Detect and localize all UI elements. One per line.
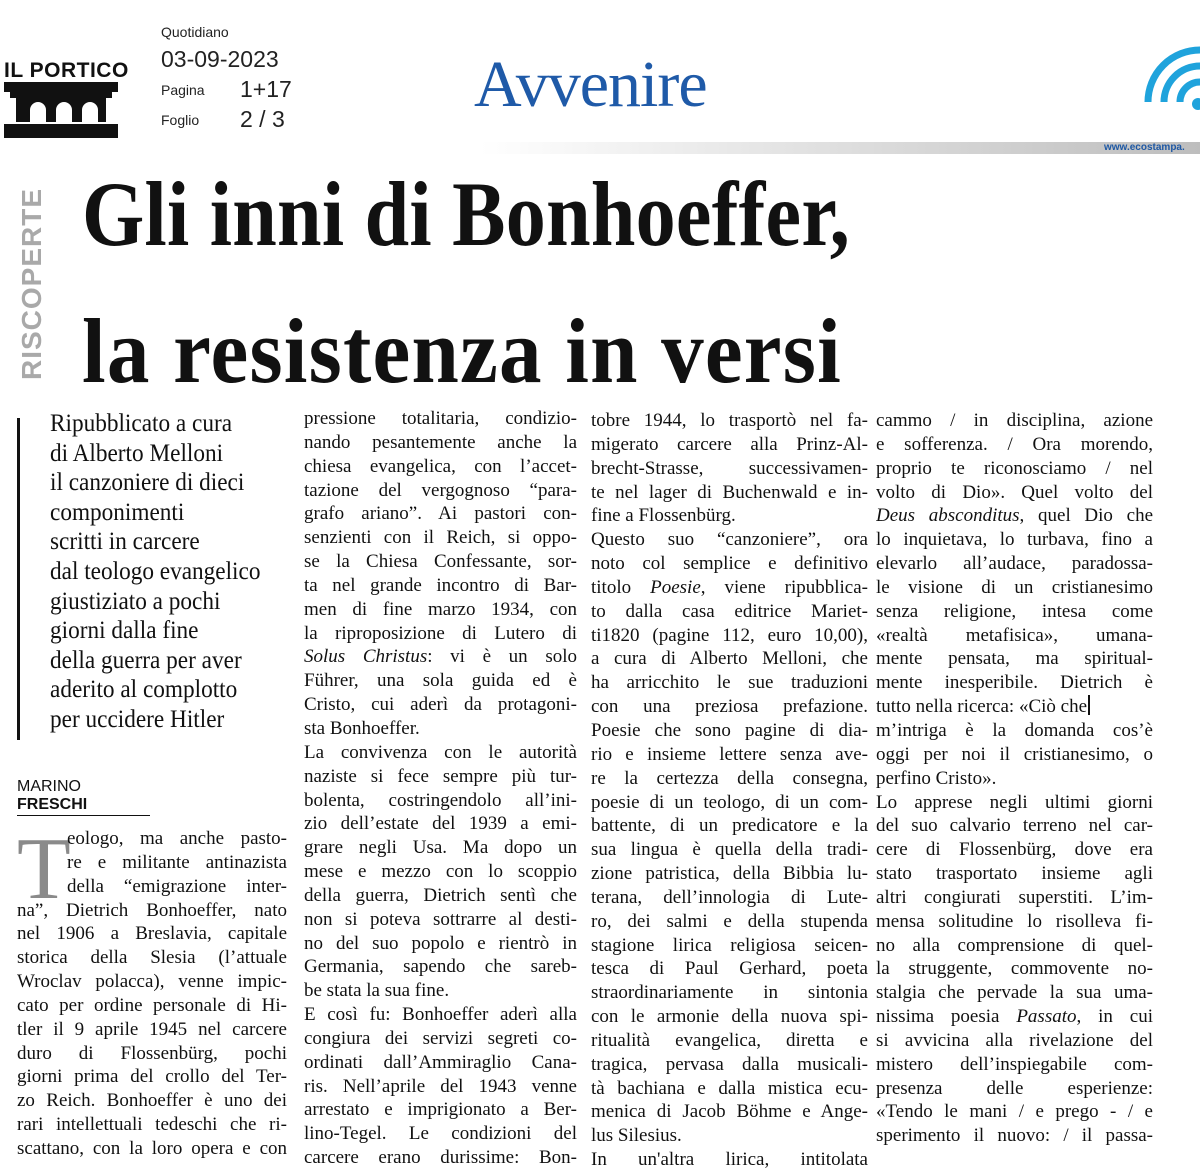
article-line: terana, dell’innologia di Lute-: [591, 886, 868, 908]
article-line: della guerra, Dietrich sentì che: [304, 884, 577, 906]
article-line: ti1820 (pagine 112, euro 10,00),: [591, 624, 868, 646]
standfirst-line: dal teologo evangelico: [50, 557, 261, 585]
article-line: nel 1906 a Breslavia, capitale: [17, 923, 287, 945]
article-line: chiesa evangelica, con l’accet-: [304, 455, 577, 477]
article-line: menica di Jacob Böhme e Ange-: [591, 1101, 868, 1123]
agency-banner: [0, 142, 1200, 154]
standfirst-line: il canzoniere di dieci: [50, 469, 245, 497]
publication-type: Quotidiano: [161, 24, 229, 40]
standfirst-line: componimenti: [50, 498, 185, 526]
article-line: rio e insieme lettere senza ave-: [591, 743, 868, 765]
page-label: Pagina: [161, 82, 205, 98]
article-line: zione patristica, della Bibbia lu-: [591, 863, 868, 885]
article-line: e sofferenza. / Ora morendo,: [876, 433, 1153, 455]
article-line: carcere erano durissime: Bon-: [304, 1147, 577, 1169]
sheet-label: Foglio: [161, 112, 200, 128]
article-line: noto col semplice e definitivo: [591, 553, 868, 575]
article-line: presenza delle esperienze:: [876, 1077, 1153, 1099]
article-line: fine a Flossenbürg.: [591, 505, 736, 527]
standfirst-line: giorni dalla fine: [50, 617, 199, 645]
article-line: nissima poesia Passato, in cui: [876, 1006, 1153, 1028]
article-line: E così fu: Bonhoeffer aderì alla: [304, 1004, 577, 1026]
article-line: bolenta, costringendolo all’ini-: [304, 789, 577, 811]
headline-line-1: Gli inni di Bonhoeffer,: [82, 163, 851, 265]
article-line: Germania, sapendo che sareb-: [304, 956, 577, 978]
article-line: Cristo, cui aderì da protagoni-: [304, 694, 577, 716]
standfirst-line: Ripubblicato a cura: [50, 410, 233, 437]
article-line: sta Bonhoeffer.: [304, 717, 420, 739]
headline-line-2: la resistenza in versi: [82, 300, 842, 402]
article-column-2: [304, 407, 577, 1170]
article-line: storica della Slesia (l’attuale: [17, 947, 287, 969]
article-line: duro di Flossenbürg, pochi: [17, 1042, 287, 1064]
article-line: mente inesperibile. Dietrich è: [876, 672, 1153, 694]
section-label-text: RISCOPERTE: [16, 187, 47, 381]
article-line: sua lingua è quella della tradi-: [591, 839, 868, 861]
article-line: Solus Christus: vi è un solo: [304, 646, 577, 668]
standfirst-rule: [17, 418, 20, 740]
article-line: oggi per noi il cristianesimo, o: [876, 743, 1153, 765]
article-line: straordinariamente in sintonia: [591, 982, 868, 1004]
sheet-number: 2 / 3: [240, 106, 285, 132]
article-line: be stata la sua fine.: [304, 980, 450, 1002]
article-line: grare negli Usa. Ma dopo un: [304, 837, 577, 859]
article-line: titolo Poesie, viene ripubblica-: [591, 576, 868, 598]
article-line: volto di Dio». Quel volto del: [876, 481, 1153, 503]
article-line: la struggente, commovente no-: [876, 958, 1153, 980]
article-line: no del suo popolo e rientrò in: [304, 932, 577, 954]
article-line: naziste si fece sempre più tur-: [304, 765, 577, 787]
article-line: re e militante antinazista: [67, 851, 287, 873]
standfirst-line: scritti in carcere: [50, 528, 200, 556]
article-line: ritualità evangelica, diretta e: [591, 1029, 868, 1051]
article-line: le visione di un cristianesimo: [876, 576, 1153, 598]
article-line: na”, Dietrich Bonhoeffer, nato: [17, 899, 287, 921]
article-line: tutto nella ricerca: «Ciò che: [876, 695, 1153, 719]
text-cursor: [1088, 695, 1090, 715]
article-line: poesie di un teologo, di un com-: [591, 791, 868, 813]
page-number: 1+17: [240, 76, 292, 102]
article-line: con una preziosa prefazione.: [591, 696, 868, 718]
article-line: si avvicina alla rivelazione del: [876, 1029, 1153, 1051]
byline: [17, 778, 150, 816]
wifi-signal-icon: [1138, 42, 1200, 132]
article-line: perfino Cristo».: [876, 767, 997, 789]
agency-url: www.ecostampa.: [1104, 142, 1185, 153]
brand-name: IL PORTICO: [4, 59, 129, 82]
article-line: «realtà metafisica», umana-: [876, 624, 1153, 646]
article-line: Wroclav polacca), venne impic-: [17, 971, 287, 993]
article-line: ro, dei salmi e della stupenda: [591, 910, 868, 932]
standfirst-line: giustiziato a pochi: [50, 587, 221, 615]
article-line: m’intriga è la domanda cos’è: [876, 719, 1153, 741]
article-line: tobre 1944, lo trasportò nel fa-: [591, 410, 868, 431]
article-line: battente, di un predicatore e la: [591, 815, 868, 837]
article-line: la riproposizione di Lutero di: [304, 622, 577, 644]
masthead-title: Avvenire: [474, 48, 707, 121]
article-line: senza religione, intesa come: [876, 600, 1153, 622]
article-line: tler il 9 aprile 1945 nel carcere: [17, 1018, 287, 1040]
article-line: ris. Nell’aprile del 1943 venne: [304, 1075, 577, 1097]
article-line: Lo apprese negli ultimi giorni: [876, 791, 1153, 813]
article-line: brecht-Strasse, successivamen-: [591, 457, 868, 479]
article-line: ordinati dall’Ammiraglio Cana-: [304, 1051, 577, 1073]
article-line: senzienti con il Reich, si oppo-: [304, 527, 577, 549]
issue-date: 03-09-2023: [161, 46, 279, 72]
article-line: mensa solitudine lo risolleva fi-: [876, 910, 1153, 932]
article-line: non si poteva sottrarre al desti-: [304, 908, 577, 930]
article-line: elevarlo all’audace, paradossa-: [876, 553, 1153, 575]
article-line: del suo calvario terreno nel car-: [876, 815, 1153, 837]
article-line: Questo suo “canzoniere”, ora: [591, 529, 868, 551]
article-column-4: [876, 409, 1153, 1148]
article-line: tesca di Paul Gerhard, poeta: [591, 958, 868, 980]
article-line: te nel lager di Buchenwald e in-: [591, 481, 868, 503]
article-line: re la certezza della consegna,: [591, 767, 868, 789]
article-line: a cura di Alberto Melloni, che: [591, 648, 868, 670]
article-column-3: [591, 409, 868, 1172]
article-line: cato per ordine personale di Hi-: [17, 994, 287, 1016]
article-line: tazione del vergognoso “para-: [304, 479, 577, 501]
article-line: con le armonie della nuova spi-: [591, 1006, 868, 1028]
article-line: to dalla casa editrice Mariet-: [591, 600, 868, 622]
article-line: «Tendo le mani / e prego - / e: [876, 1101, 1153, 1123]
article-line: stalgia che pervade la sua uma-: [876, 982, 1153, 1004]
article-line: stato trasportato insieme agli: [876, 863, 1153, 885]
section-label: [17, 170, 47, 398]
article-line: se la Chiesa Confessante, sor-: [304, 551, 577, 573]
article-line: altri congiurati superstiti. L’im-: [876, 886, 1153, 908]
article-line: della “emigrazione inter-: [67, 875, 287, 897]
article-line: arrestato e imprigionato a Ber-: [304, 1099, 577, 1121]
article-line: nando pesantemente anche la: [304, 431, 577, 453]
standfirst-line: della guerra per aver: [50, 646, 242, 674]
article-line: mistero dell’inspiegabile com-: [876, 1053, 1153, 1075]
article-line: congiura dei servizi segreti co-: [304, 1027, 577, 1049]
article-line: Poesie che sono pagine di dia-: [591, 719, 868, 741]
standfirst-line: per uccidere Hitler: [50, 705, 225, 733]
byline-first-name: MARINO: [17, 778, 81, 795]
article-line: proprio te riconosciamo / nel: [876, 457, 1153, 479]
article-line: Deus absconditus, quel Dio che: [876, 505, 1153, 527]
article-line: lino-Tegel. Le condizioni del: [304, 1123, 577, 1145]
byline-last-name: FRESCHI: [17, 796, 88, 813]
article-line: migerato carcere alla Prinz-Al-: [591, 433, 868, 455]
article-line: grafo ariano”. Ai pastori con-: [304, 503, 577, 525]
article-line: lo inquietava, lo turbava, fino a: [876, 529, 1153, 551]
article-line: zio dell’estate del 1939 a emi-: [304, 813, 577, 835]
article-line: sperimento il nuovo: / il passa-: [876, 1125, 1153, 1147]
standfirst: [50, 409, 278, 735]
article-line: no alla comprensione di quel-: [876, 934, 1153, 956]
article-line: In un'altra lirica, intitolata: [591, 1149, 868, 1171]
article-line: mente pensata, ma spiritual-: [876, 648, 1153, 670]
article-column-1: [17, 821, 287, 1161]
portico-colonnade-icon: [4, 82, 118, 138]
article-line: pressione totalitaria, condizio-: [304, 408, 577, 429]
article-line: men di fine marzo 1934, con: [304, 598, 577, 620]
article-line: tà bachiana e dalla mistica ecu-: [591, 1077, 868, 1099]
article-line: cere di Flossenbürg, dove era: [876, 839, 1153, 861]
article-line: stagione lirica religiosa seicen-: [591, 934, 868, 956]
article-line: lus Silesius.: [591, 1125, 682, 1147]
article-line: ta nel grande incontro di Bar-: [304, 574, 577, 596]
drop-cap: T: [17, 821, 71, 918]
article-line: cammo / in disciplina, azione: [876, 410, 1153, 431]
article-line: scattano, con la loro opera e con: [17, 1137, 287, 1159]
article-line: La convivenza con le autorità: [304, 741, 577, 763]
article-line: tragica, pervasa dalla musicali-: [591, 1053, 868, 1075]
article-line: giorni prima del crollo del Ter-: [17, 1066, 287, 1088]
article-line: Führer, una sola guida ed è: [304, 670, 577, 692]
standfirst-line: di Alberto Melloni: [50, 439, 224, 467]
article-line: mese e mezzo con lo scoppio: [304, 861, 577, 883]
article-line: ha arricchito le sue traduzioni: [591, 672, 868, 694]
standfirst-line: aderito al complotto: [50, 676, 238, 704]
article-line: eologo, ma anche pasto-: [67, 828, 287, 849]
article-line: zo Reich. Bonhoeffer è uno dei: [17, 1090, 287, 1112]
article-line: rari intellettuali tedeschi che ri-: [17, 1114, 287, 1136]
